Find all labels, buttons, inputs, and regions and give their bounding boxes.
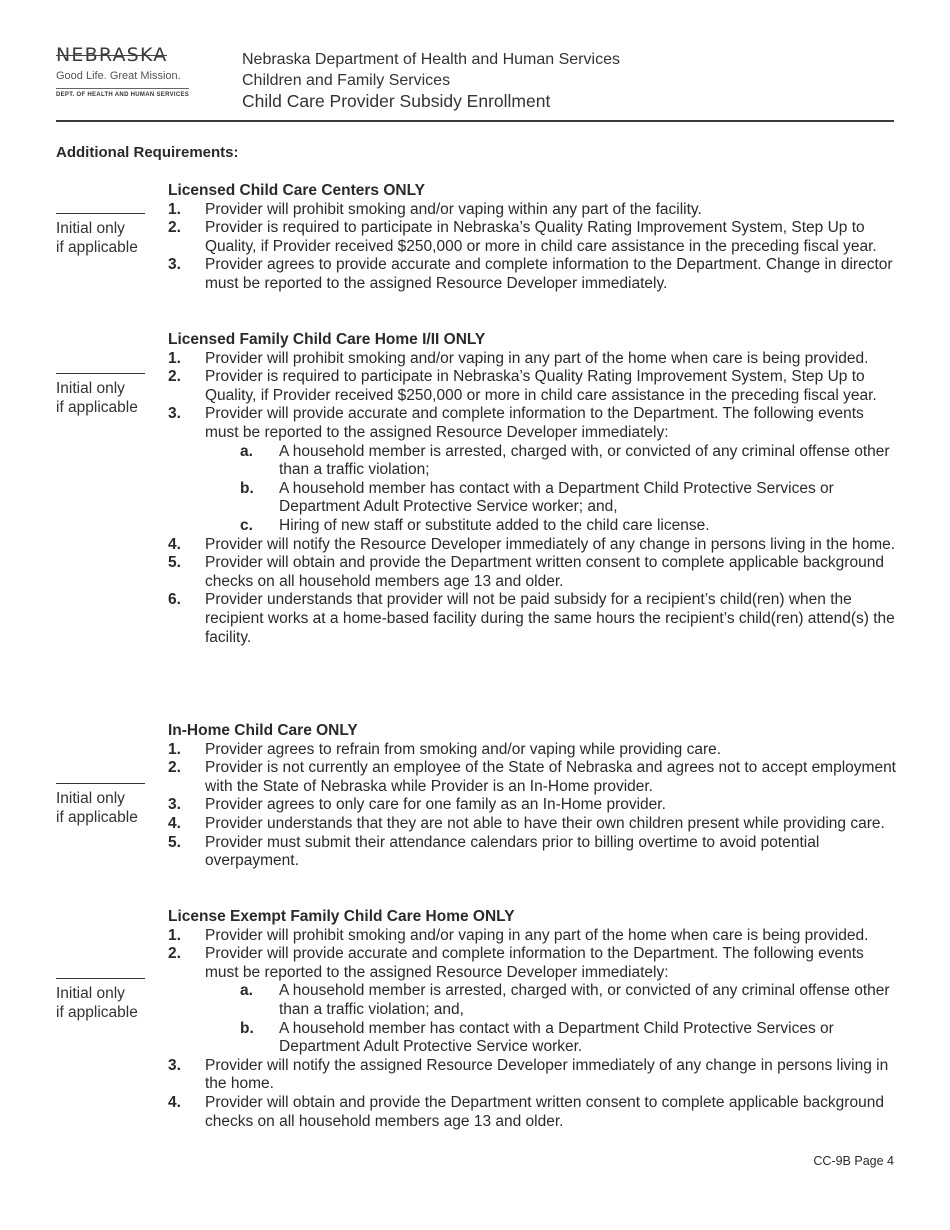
initial-line[interactable]	[56, 213, 145, 214]
org-division: Children and Family Services	[242, 72, 451, 89]
section-license-exempt	[168, 908, 898, 1131]
list-item: 4. Provider will obtain and provide the Department written consent to complete applicable background checks on all household members age 13 and older.	[168, 1093, 884, 1130]
page-header	[56, 44, 894, 120]
section-family-child-care-home	[168, 331, 898, 647]
initial-label-line2: if applicable	[56, 809, 138, 826]
list-item: 2. Provider is not currently an employee of the State of Nebraska and agrees not to accept employment with the State of Nebraska while Provider is an In-Home provider.	[168, 759, 896, 795]
org-name: Nebraska Department of Health and Human Services	[242, 51, 620, 68]
initial-field-centers[interactable]	[56, 213, 166, 257]
list-item: 6. Provider understands that provider will not be paid subsidy for a recipient’s child(ren) when the recipient works at a home-based facility during the same hours the recipient’s child(ren) attend(s) the facility.	[168, 591, 895, 646]
list-item: 5. Provider will obtain and provide the Department written consent to complete applicable background checks on all household members age 13 and older.	[168, 554, 884, 590]
initial-field-in-home[interactable]	[56, 783, 166, 827]
section-in-home-care	[168, 722, 898, 871]
initial-label-line2: if applicable	[56, 1004, 138, 1021]
initial-line[interactable]	[56, 783, 145, 784]
initial-label-line1: Initial only	[56, 380, 125, 397]
section-title: Additional Requirements:	[56, 144, 239, 161]
initial-label-line1: Initial only	[56, 220, 125, 237]
list-item: 1. Provider will prohibit smoking and/or vaping within any part of the facility.	[168, 200, 702, 218]
initial-field-license-exempt[interactable]	[56, 978, 166, 1022]
list-item: 3. Provider agrees to only care for one family as an In-Home provider.	[168, 796, 666, 814]
sub-list-item: c. Hiring of new staff or substitute added to the child care license.	[240, 516, 710, 534]
list-item: 1. Provider agrees to refrain from smoking and/or vaping while providing care.	[168, 740, 722, 758]
list-item: 1. Provider will prohibit smoking and/or vaping in any part of the home when care is being provided.	[168, 926, 869, 944]
list-item: 2. Provider is required to participate in Nebraska’s Quality Rating Improvement System, Step Up to Quality, if Provider received $250,000 or more in child care assistance in the preceding fiscal year.	[168, 368, 877, 404]
section-heading: License Exempt Family Child Care Home ONLY	[168, 908, 515, 925]
list-item: 1. Provider will prohibit smoking and/or vaping in any part of the home when care is being provided.	[168, 349, 869, 367]
logo-wordmark: NEBRASKA	[56, 44, 168, 66]
logo-divider	[56, 88, 189, 89]
sub-list-item: a. A household member is arrested, charged with, or convicted of any criminal offense other than a traffic violation;	[240, 442, 890, 479]
list-item: 2. Provider will provide accurate and complete information to the Department. The following events must be reported to the assigned Resource Developer immediately:	[168, 945, 864, 981]
list-item: 4. Provider understands that they are not able to have their own children present while providing care.	[168, 814, 885, 832]
list-item: 2. Provider is required to participate in Nebraska’s Quality Rating Improvement System, Step Up to Quality, if Provider received $250,000 or more in child care assistance in the preceding fiscal year.	[168, 219, 877, 255]
initial-line[interactable]	[56, 373, 145, 374]
initial-line[interactable]	[56, 978, 145, 979]
org-block	[242, 49, 620, 112]
list-item: 4. Provider will notify the Resource Developer immediately of any change in persons living in the home.	[168, 535, 896, 553]
initial-label-line1: Initial only	[56, 985, 125, 1002]
list-item: 3. Provider will provide accurate and complete information to the Department. The following events must be reported to the assigned Resource Developer immediately:	[168, 405, 864, 441]
nebraska-dhhs-logo	[56, 44, 196, 98]
initial-label-line2: if applicable	[56, 399, 138, 416]
section-licensed-centers	[168, 182, 898, 294]
list-item: 3. Provider agrees to provide accurate and complete information to the Department. Change in director must be reported to the assigned Resource Developer immediately.	[168, 256, 893, 292]
initial-label-line1: Initial only	[56, 790, 125, 807]
header-divider	[56, 120, 894, 122]
list-item: 3. Provider will notify the assigned Resource Developer immediately of any change in persons living in the home.	[168, 1056, 889, 1093]
sub-list-item: b. A household member has contact with a Department Child Protective Services or Department Adult Protective Service worker.	[240, 1019, 834, 1056]
section-heading: Licensed Child Care Centers ONLY	[168, 182, 425, 199]
initial-label-line2: if applicable	[56, 239, 138, 256]
sub-list-item: a. A household member is arrested, charged with, or convicted of any criminal offense other than a traffic violation; and,	[240, 982, 890, 1018]
document-title: Child Care Provider Subsidy Enrollment	[242, 91, 551, 111]
section-heading: In-Home Child Care ONLY	[168, 722, 358, 739]
initial-field-family-home[interactable]	[56, 373, 166, 417]
logo-tagline: Good Life. Great Mission.	[56, 70, 181, 82]
section-heading: Licensed Family Child Care Home I/II ONLY	[168, 331, 486, 348]
logo-dept: DEPT. OF HEALTH AND HUMAN SERVICES	[56, 92, 190, 98]
list-item: 5. Provider must submit their attendance calendars prior to billing overtime to avoid potential overpayment.	[168, 833, 820, 870]
sub-list-item: b. A household member has contact with a Department Child Protective Services or Department Adult Protective Service worker; and,	[240, 479, 834, 516]
page-footer: CC-9B Page 4	[813, 1154, 894, 1168]
